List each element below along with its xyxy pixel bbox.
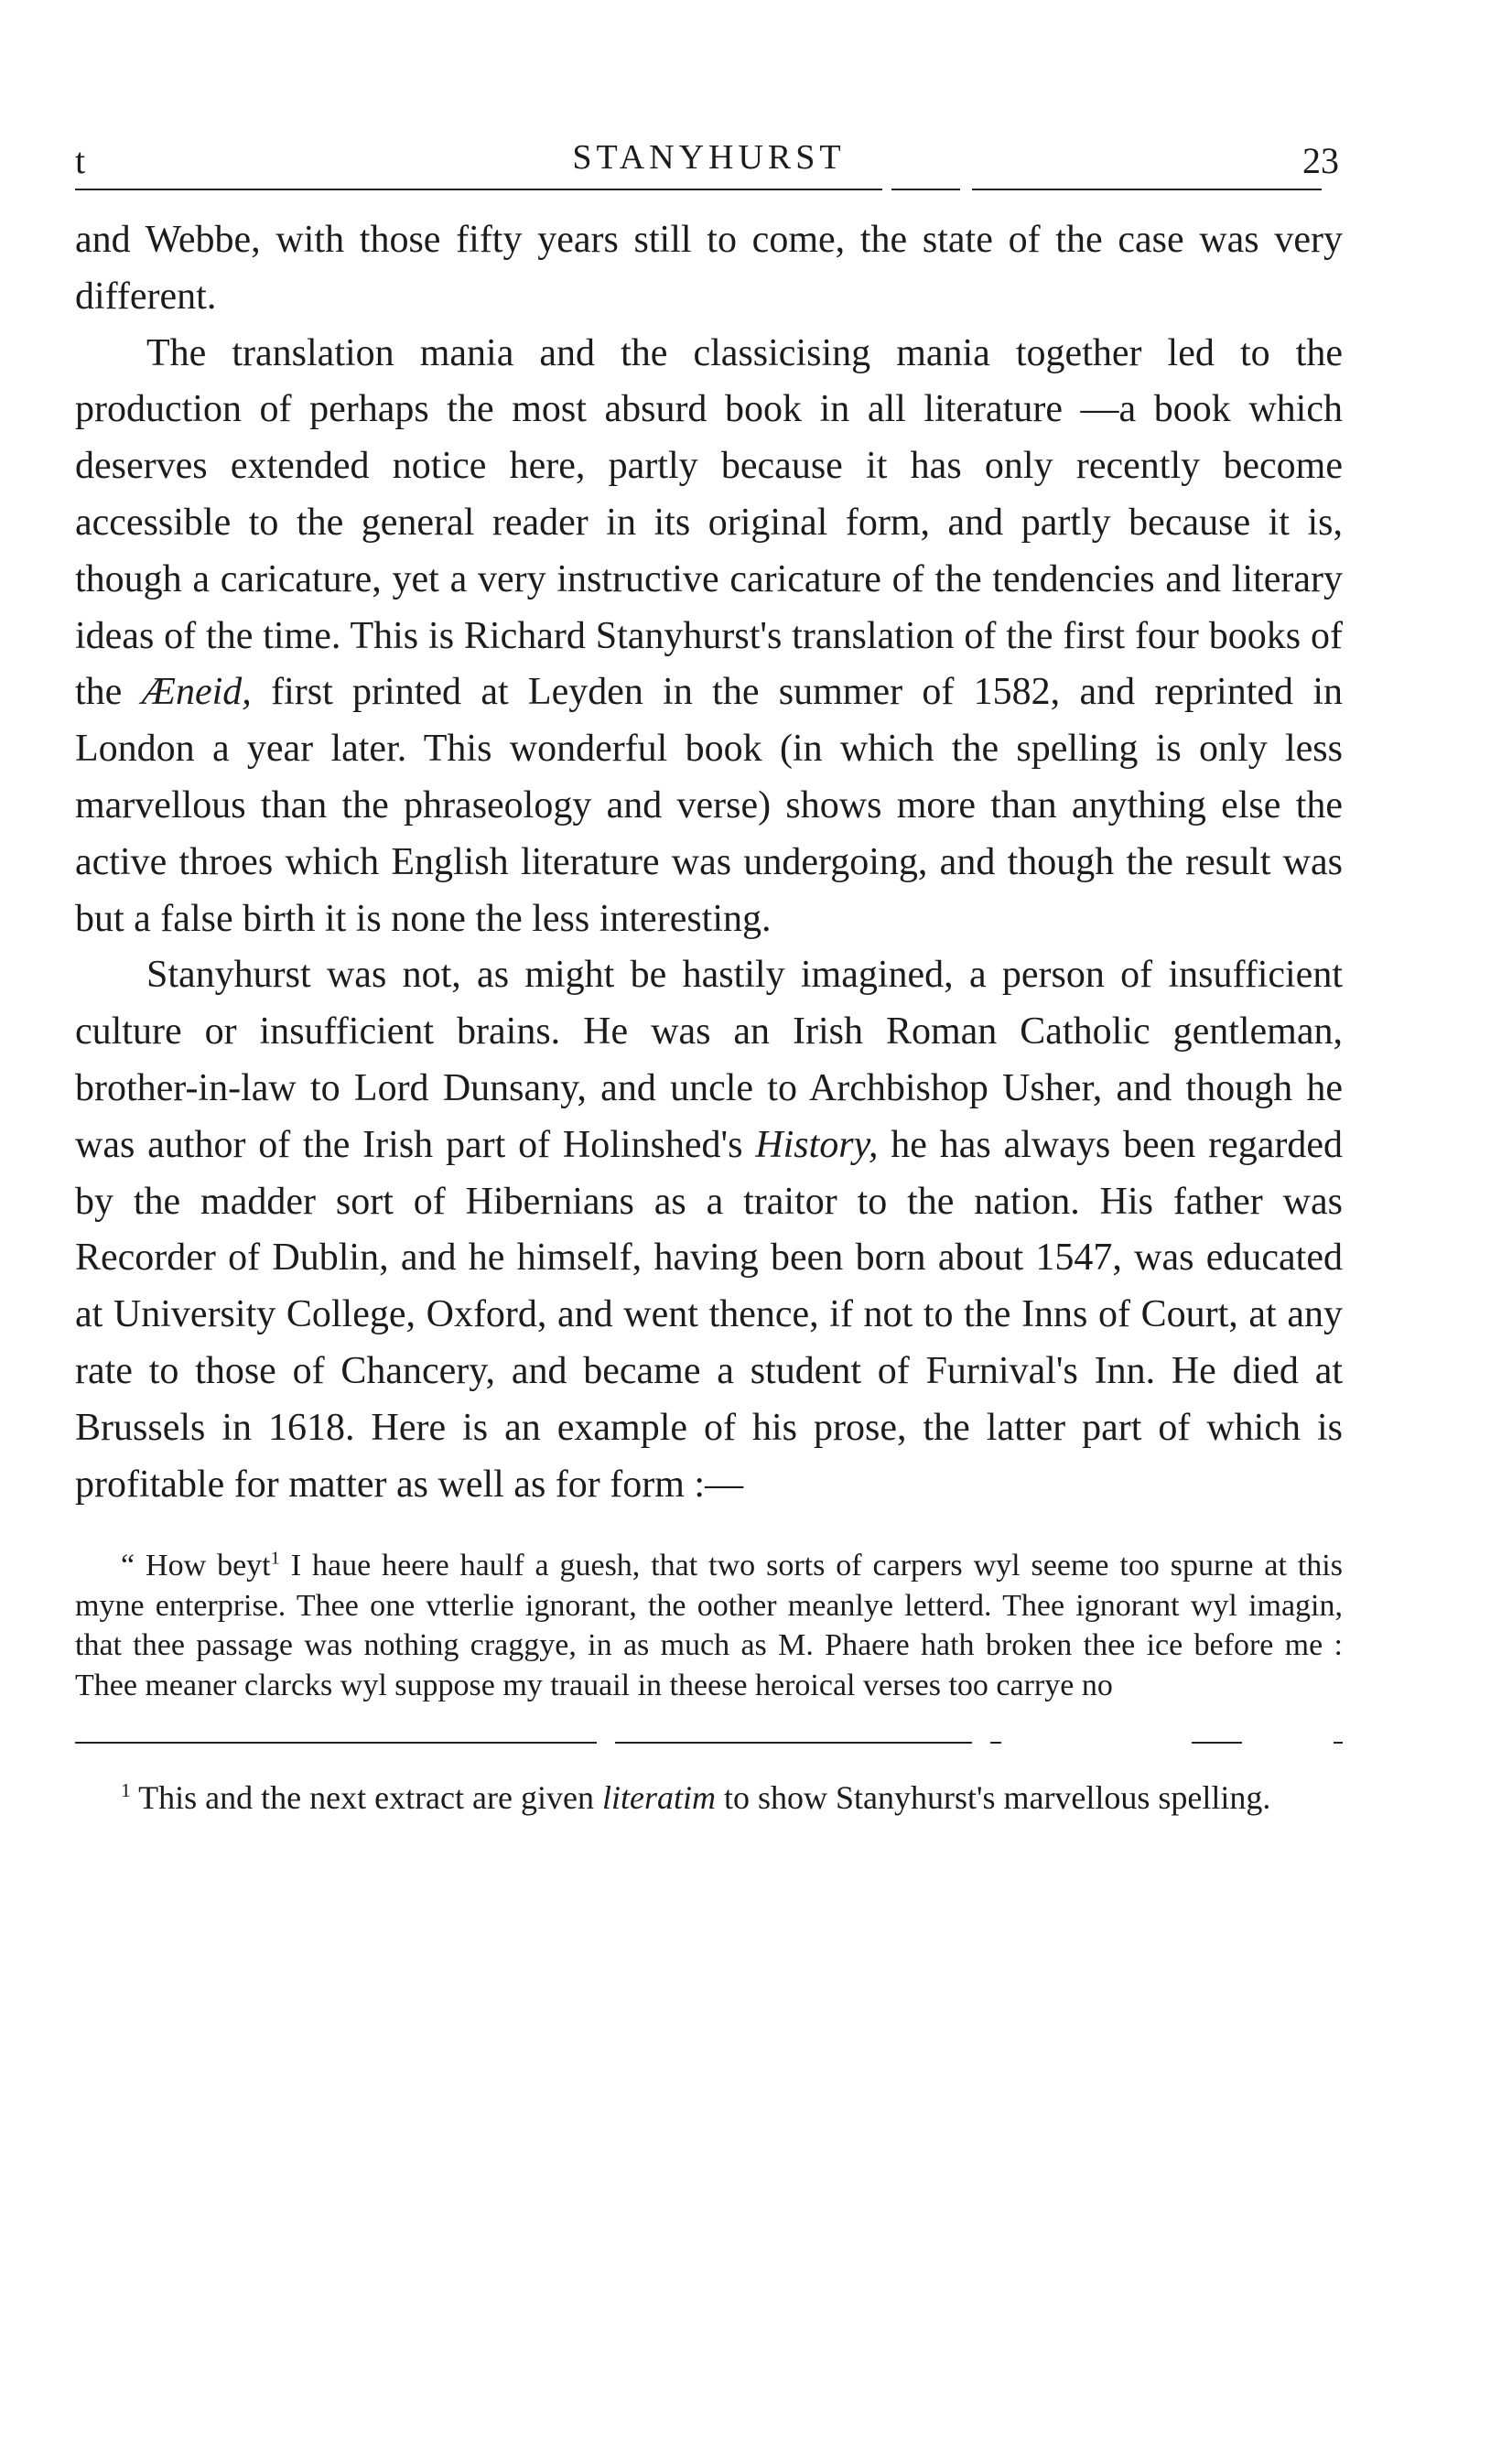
paragraph-2-text-a: The translation mania and the classicising mania together led to the production of perhaps the most absurd book in all literature —a book which deserves extended notice here, partly because it has only recently become accessible to the general reader in its original form, and partly because it is, though a caricature, yet a very instructive caricature of the tendencies and literary ideas of the time. This is Richard Stanyhurst's translation of the first four books of the — [75, 331, 1343, 714]
main-text — [75, 212, 1343, 1513]
footnote-text-b: to show Stanyhurst's marvellous spelling. — [715, 1779, 1271, 1817]
footnote — [75, 1773, 1343, 1822]
running-title: STANYHURST — [572, 138, 846, 177]
quote-text: I haue heere haulf a guesh, that two sorts of carpers wyl seeme too spurne at this myne enterprise. Thee one vtterlie ignorant, the oother meanlye letterd. Thee ignorant wyl imagin, that thee passage was nothing craggye, in as much as M. Phaere hath broken thee ice before me : Thee meaner clarcks wyl suppose my trauail in theese heroical verses too carrye no — [75, 1549, 1343, 1702]
page-number: 23 — [1302, 140, 1339, 181]
header-left-mark: t — [75, 140, 86, 181]
paragraph-3 — [75, 947, 1343, 1513]
footnote-text-a: This and the next extract are given — [130, 1779, 602, 1817]
paragraph-3-text-a: Stanyhurst was not, as might be hastily imagined, a person of insufficient culture or insufficient brains. He was an Irish Roman Catholic gentleman, brother-in-law to Lord Dunsany, and uncle to Archbishop Usher, and though he was author of the Irish part of Holinshed's — [75, 954, 1343, 1166]
running-head — [75, 110, 1343, 189]
quote-footnote-marker: 1 — [270, 1549, 280, 1569]
footnote-rule — [75, 1742, 1343, 1745]
paragraph-3-text-b: he has always been regarded by the madder sort of Hibernians as a traitor to the nation. His father was Recorder of Dublin, and he himself, having been born about 1547, was educated at University College, Oxford, and went thence, if not to the Inns of Court, at any rate to those of Chancery, and became a student of Furnival's Inn. He died at Brussels in 1618. Here is an example of his prose, the latter part of which is profitable for matter as well as for form :— — [75, 1123, 1344, 1506]
aeneid-title: Æneid, — [141, 671, 252, 714]
paragraph-2-text-b: first printed at Leyden in the summer of 1582, and reprinted in London a year later. This wonderful book (in which the spelling is only less marvellous than the phraseology and verse) shows more than anything else the active throes which English literature was undergoing, and though the result was but a false birth it is none the less interesting. — [75, 671, 1343, 940]
paragraph-1: and Webbe, with those fifty years still to come, the state of the case was very different. — [75, 219, 1343, 318]
history-title: History, — [755, 1123, 879, 1166]
book-page — [75, 110, 1343, 1855]
literatim-word: literatim — [601, 1779, 716, 1817]
footnote-marker: 1 — [121, 1779, 131, 1802]
block-quote — [75, 1546, 1343, 1705]
header-rule — [75, 189, 1343, 192]
quote-open: “ How beyt — [121, 1549, 271, 1583]
paragraph-2 — [75, 326, 1343, 948]
